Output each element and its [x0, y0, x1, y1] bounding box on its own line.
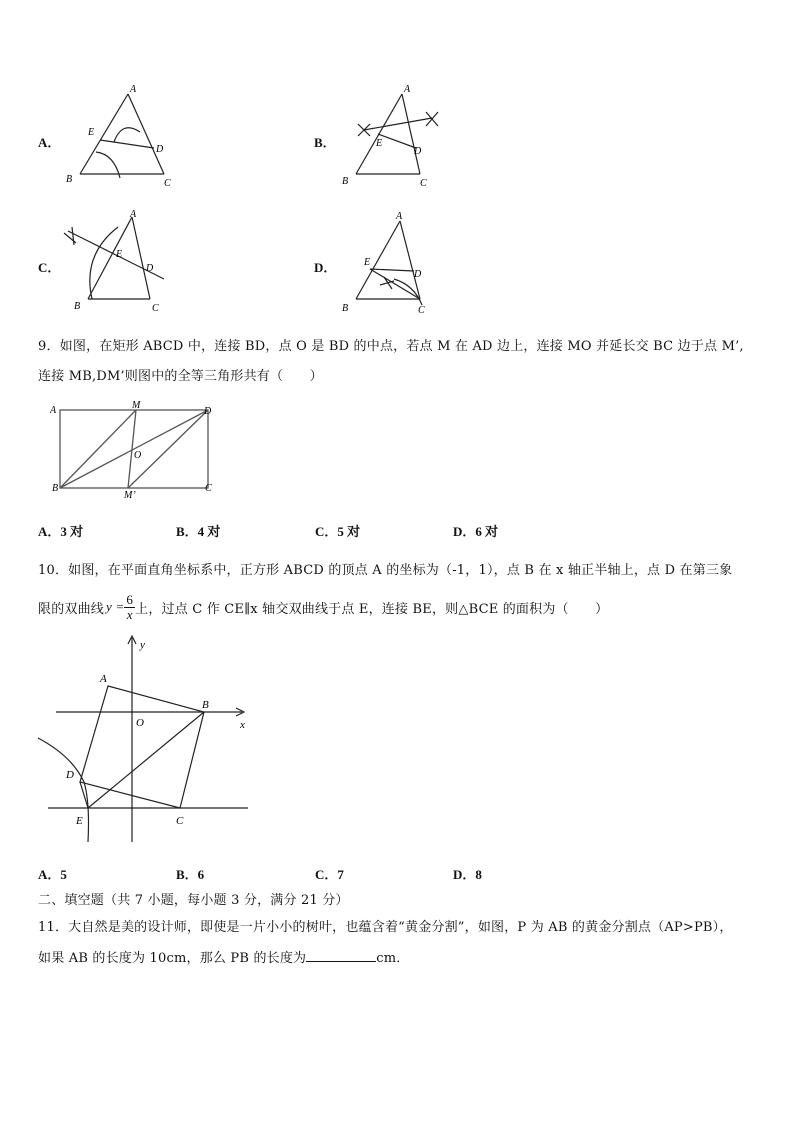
q8-option-a: [38, 80, 278, 195]
q8-figure-c: [58, 205, 218, 317]
fraction-denominator: x: [126, 606, 133, 622]
q8-option-b: [314, 80, 554, 195]
label-d: D: [414, 146, 422, 157]
label-c: C: [152, 303, 159, 314]
q10-option-c: C．7: [315, 867, 344, 882]
label-x: x: [240, 719, 245, 731]
q10-line2-post: 上，过点 C 作 CE∥x 轴交双曲线于点 E，连接 BE，则△BCE 的面积为（ ）: [135, 601, 609, 617]
label-a: A: [130, 209, 137, 220]
q10-figure: [38, 632, 254, 846]
label-a: A: [100, 673, 107, 685]
label-o: O: [136, 717, 144, 729]
label-b: B: [202, 699, 209, 711]
label-c: C: [418, 305, 425, 316]
q9-option-b: B．4 对: [176, 524, 221, 539]
q10-line2-pre: 限的双曲线: [38, 601, 105, 617]
q11-text-line2: [38, 947, 409, 966]
label-m: M: [132, 400, 141, 411]
option-label: C．: [38, 260, 61, 275]
equation-fraction: [124, 593, 135, 622]
label-e: E: [364, 257, 371, 268]
section-heading: 二、填空题（共 7 小题，每小题 3 分，满分 21 分）: [38, 893, 349, 908]
label-m-prime: M’: [124, 490, 136, 500]
label-b: B: [74, 301, 81, 312]
q11-line2-post: cm．: [376, 951, 410, 966]
q8-option-d: [314, 205, 554, 320]
q10-text-line1: 10．如图，在平面直角坐标系中，正方形 ABCD 的顶点 A 的坐标为（-1，1），点 B 在 x 轴正半轴上，点 D 在第三象: [38, 563, 733, 578]
q9-option-c: C．5 对: [315, 524, 361, 539]
q10-option-a: A．5: [38, 867, 67, 882]
label-b: B: [66, 174, 73, 185]
label-a: A: [50, 405, 57, 416]
label-d: D: [66, 769, 74, 781]
q9-option-d: D．6 对: [453, 524, 499, 539]
q9-figure: [48, 400, 228, 500]
q8-figure-d: [334, 205, 494, 317]
q10-option-b: B．6: [176, 867, 205, 882]
label-a: A: [396, 211, 403, 222]
label-e: E: [376, 138, 383, 149]
label-d: D: [156, 144, 164, 155]
q9-text-line2: 连接 MB,DM’则图中的全等三角形共有（ ）: [38, 369, 323, 384]
label-e: E: [88, 127, 95, 138]
label-d: D: [414, 269, 422, 280]
label-a: A: [130, 84, 137, 95]
label-y: y: [140, 639, 145, 651]
label-e: E: [76, 815, 83, 827]
label-c: C: [164, 178, 171, 189]
label-a: A: [404, 84, 411, 95]
q11-text-line1: 11．大自然是美的设计师，即使是一片小小的树叶，也蕴含着“黄金分割”，如图，P 为 AB 的黄金分割点（AP>PB），: [38, 920, 733, 935]
fraction-numerator: 6: [126, 591, 134, 607]
q8-option-c: [38, 205, 278, 320]
label-c: C: [176, 815, 184, 827]
q11-line2-pre: 如果 AB 的长度为 10cm，那么 PB 的长度为: [38, 951, 307, 966]
equation-lhs: y =: [106, 599, 125, 614]
option-label: D．: [314, 260, 337, 275]
label-e: E: [116, 249, 123, 260]
label-d: D: [204, 406, 212, 417]
option-label: B．: [314, 135, 336, 150]
label-b: B: [342, 303, 349, 314]
label-c: C: [205, 483, 212, 494]
label-o: O: [134, 450, 142, 461]
label-d: D: [146, 263, 154, 274]
q10-text-line2: [38, 590, 608, 624]
q8-figure-a: [58, 80, 218, 192]
label-b: B: [52, 483, 59, 494]
label-b: B: [342, 176, 349, 187]
option-label: A．: [38, 135, 61, 150]
q8-figure-b: [334, 80, 494, 192]
q10-option-d: D．8: [453, 867, 482, 882]
q9-option-a: A．3 对: [38, 524, 84, 539]
label-c: C: [420, 178, 427, 189]
answer-blank[interactable]: [306, 949, 376, 962]
q9-text-line1: 9．如图，在矩形 ABCD 中，连接 BD，点 O 是 BD 的中点，若点 M 在 AD 边上，连接 MO 并延长交 BC 边于点 M’,: [38, 339, 744, 354]
